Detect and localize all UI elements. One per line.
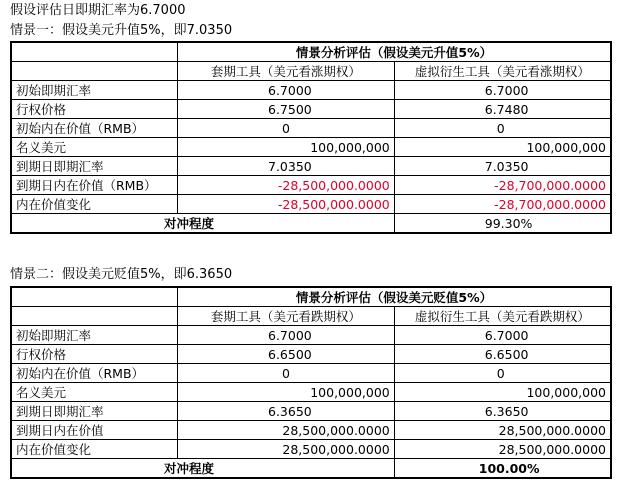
table-row (11, 195, 611, 214)
cell-a (178, 345, 395, 364)
table-row (11, 138, 611, 157)
cell-a (178, 100, 395, 119)
row-label: 初始内在价值（RMB） (11, 364, 178, 383)
cell-b-value: 6.6500 (484, 346, 529, 362)
cell-a-value: 0 (282, 365, 290, 381)
table-row (11, 119, 611, 138)
cell-b: 100,000,000 (394, 383, 611, 402)
cell-a: 28,500,000.0000 (178, 440, 395, 459)
row-label: 到期日内在价值（RMB） (11, 176, 178, 195)
table-title: 情景分析评估（假设美元贬值5%） (178, 287, 612, 307)
cell-b-value: 6.3650 (484, 403, 529, 419)
cell-a: 28,500,000.0000 (178, 421, 395, 440)
row-label: 初始即期汇率 (11, 326, 178, 345)
cell-a: -28,500,000.0000 (178, 176, 395, 195)
cell-a (178, 326, 395, 345)
cell-b (394, 157, 611, 176)
cell-b: -28,700,000.0000 (394, 176, 611, 195)
row-label-empty (11, 307, 178, 326)
table-row (11, 440, 611, 459)
cell-a (178, 81, 395, 100)
row-label: 内在价值变化 (11, 440, 178, 459)
cell-b: -28,700,000.0000 (394, 195, 611, 214)
cell-a-value: 7.0350 (268, 158, 312, 174)
cell-b (394, 402, 611, 421)
cell-b-value: 7.0350 (484, 158, 529, 174)
table-row (11, 364, 611, 383)
cell-b: 100,000,000 (394, 138, 611, 157)
col-header-hypothetical-derivative: 虚拟衍生工具（美元看跌期权） (394, 307, 611, 326)
scenario1-heading: 情景一：假设美元升值5%，即7.0350 (10, 23, 233, 38)
cell-b: 28,500,000.0000 (394, 440, 611, 459)
cell-a-value: 0 (282, 120, 290, 136)
hedge-label: 对冲程度 (11, 459, 394, 479)
cell-a: -28,500,000.0000 (178, 195, 395, 214)
cell-b-value: 6.7480 (484, 101, 529, 117)
table-corner (11, 42, 178, 62)
cell-b (394, 345, 611, 364)
table-row (11, 81, 611, 100)
table-row (11, 100, 611, 119)
cell-a: 100,000,000 (178, 138, 395, 157)
row-label: 名义美元 (11, 383, 178, 402)
hedge-label: 对冲程度 (11, 214, 394, 234)
table-row (11, 421, 611, 440)
table-row (11, 176, 611, 195)
cell-a (178, 402, 395, 421)
cell-b (394, 326, 611, 345)
cell-b-value: 0 (496, 120, 505, 136)
scenario2-heading: 情景二：假设美元贬值5%，即6.3650 (10, 267, 233, 282)
row-label: 内在价值变化 (11, 195, 178, 214)
scenario1-table (10, 41, 612, 234)
row-label: 初始内在价值（RMB） (11, 119, 178, 138)
cell-a-value: 6.6500 (268, 346, 312, 362)
table-row (11, 383, 611, 402)
col-header-hedge-instrument: 套期工具（美元看涨期权） (178, 62, 395, 81)
cell-a-value: 6.7000 (268, 327, 312, 343)
assumption-text: 假设评估日即期汇率为6.7000 (10, 3, 186, 18)
hedge-row (11, 214, 611, 234)
row-label: 名义美元 (11, 138, 178, 157)
row-label: 到期日即期汇率 (11, 157, 178, 176)
table-corner (11, 287, 178, 307)
cell-a-value: 6.7000 (268, 82, 312, 98)
cell-b-value: 6.7000 (484, 327, 529, 343)
row-label: 行权价格 (11, 100, 178, 119)
cell-a (178, 364, 395, 383)
cell-b (394, 81, 611, 100)
row-label: 到期日即期汇率 (11, 402, 178, 421)
cell-b: 28,500,000.0000 (394, 421, 611, 440)
table-row (11, 326, 611, 345)
cell-a (178, 157, 395, 176)
cell-b-value: 6.7000 (484, 82, 529, 98)
hedge-value: 99.30% (394, 214, 611, 234)
row-label: 初始即期汇率 (11, 81, 178, 100)
cell-b (394, 364, 611, 383)
row-label: 到期日内在价值 (11, 421, 178, 440)
cell-a: 100,000,000 (178, 383, 395, 402)
cell-b (394, 119, 611, 138)
table-title: 情景分析评估（假设美元升值5%） (178, 42, 612, 62)
cell-a (178, 119, 395, 138)
hedge-value: 100.00% (394, 459, 611, 479)
row-label: 行权价格 (11, 345, 178, 364)
cell-a-value: 6.7500 (268, 101, 312, 117)
scenario2-table (10, 286, 612, 479)
table-row (11, 345, 611, 364)
hedge-row (11, 459, 611, 479)
table-row (11, 157, 611, 176)
row-label-empty (11, 62, 178, 81)
cell-a-value: 6.3650 (268, 403, 312, 419)
col-header-hypothetical-derivative: 虚拟衍生工具（美元看涨期权） (394, 62, 611, 81)
cell-b (394, 100, 611, 119)
cell-b-value: 0 (496, 365, 505, 381)
table-row (11, 402, 611, 421)
col-header-hedge-instrument: 套期工具（美元看跌期权） (178, 307, 395, 326)
